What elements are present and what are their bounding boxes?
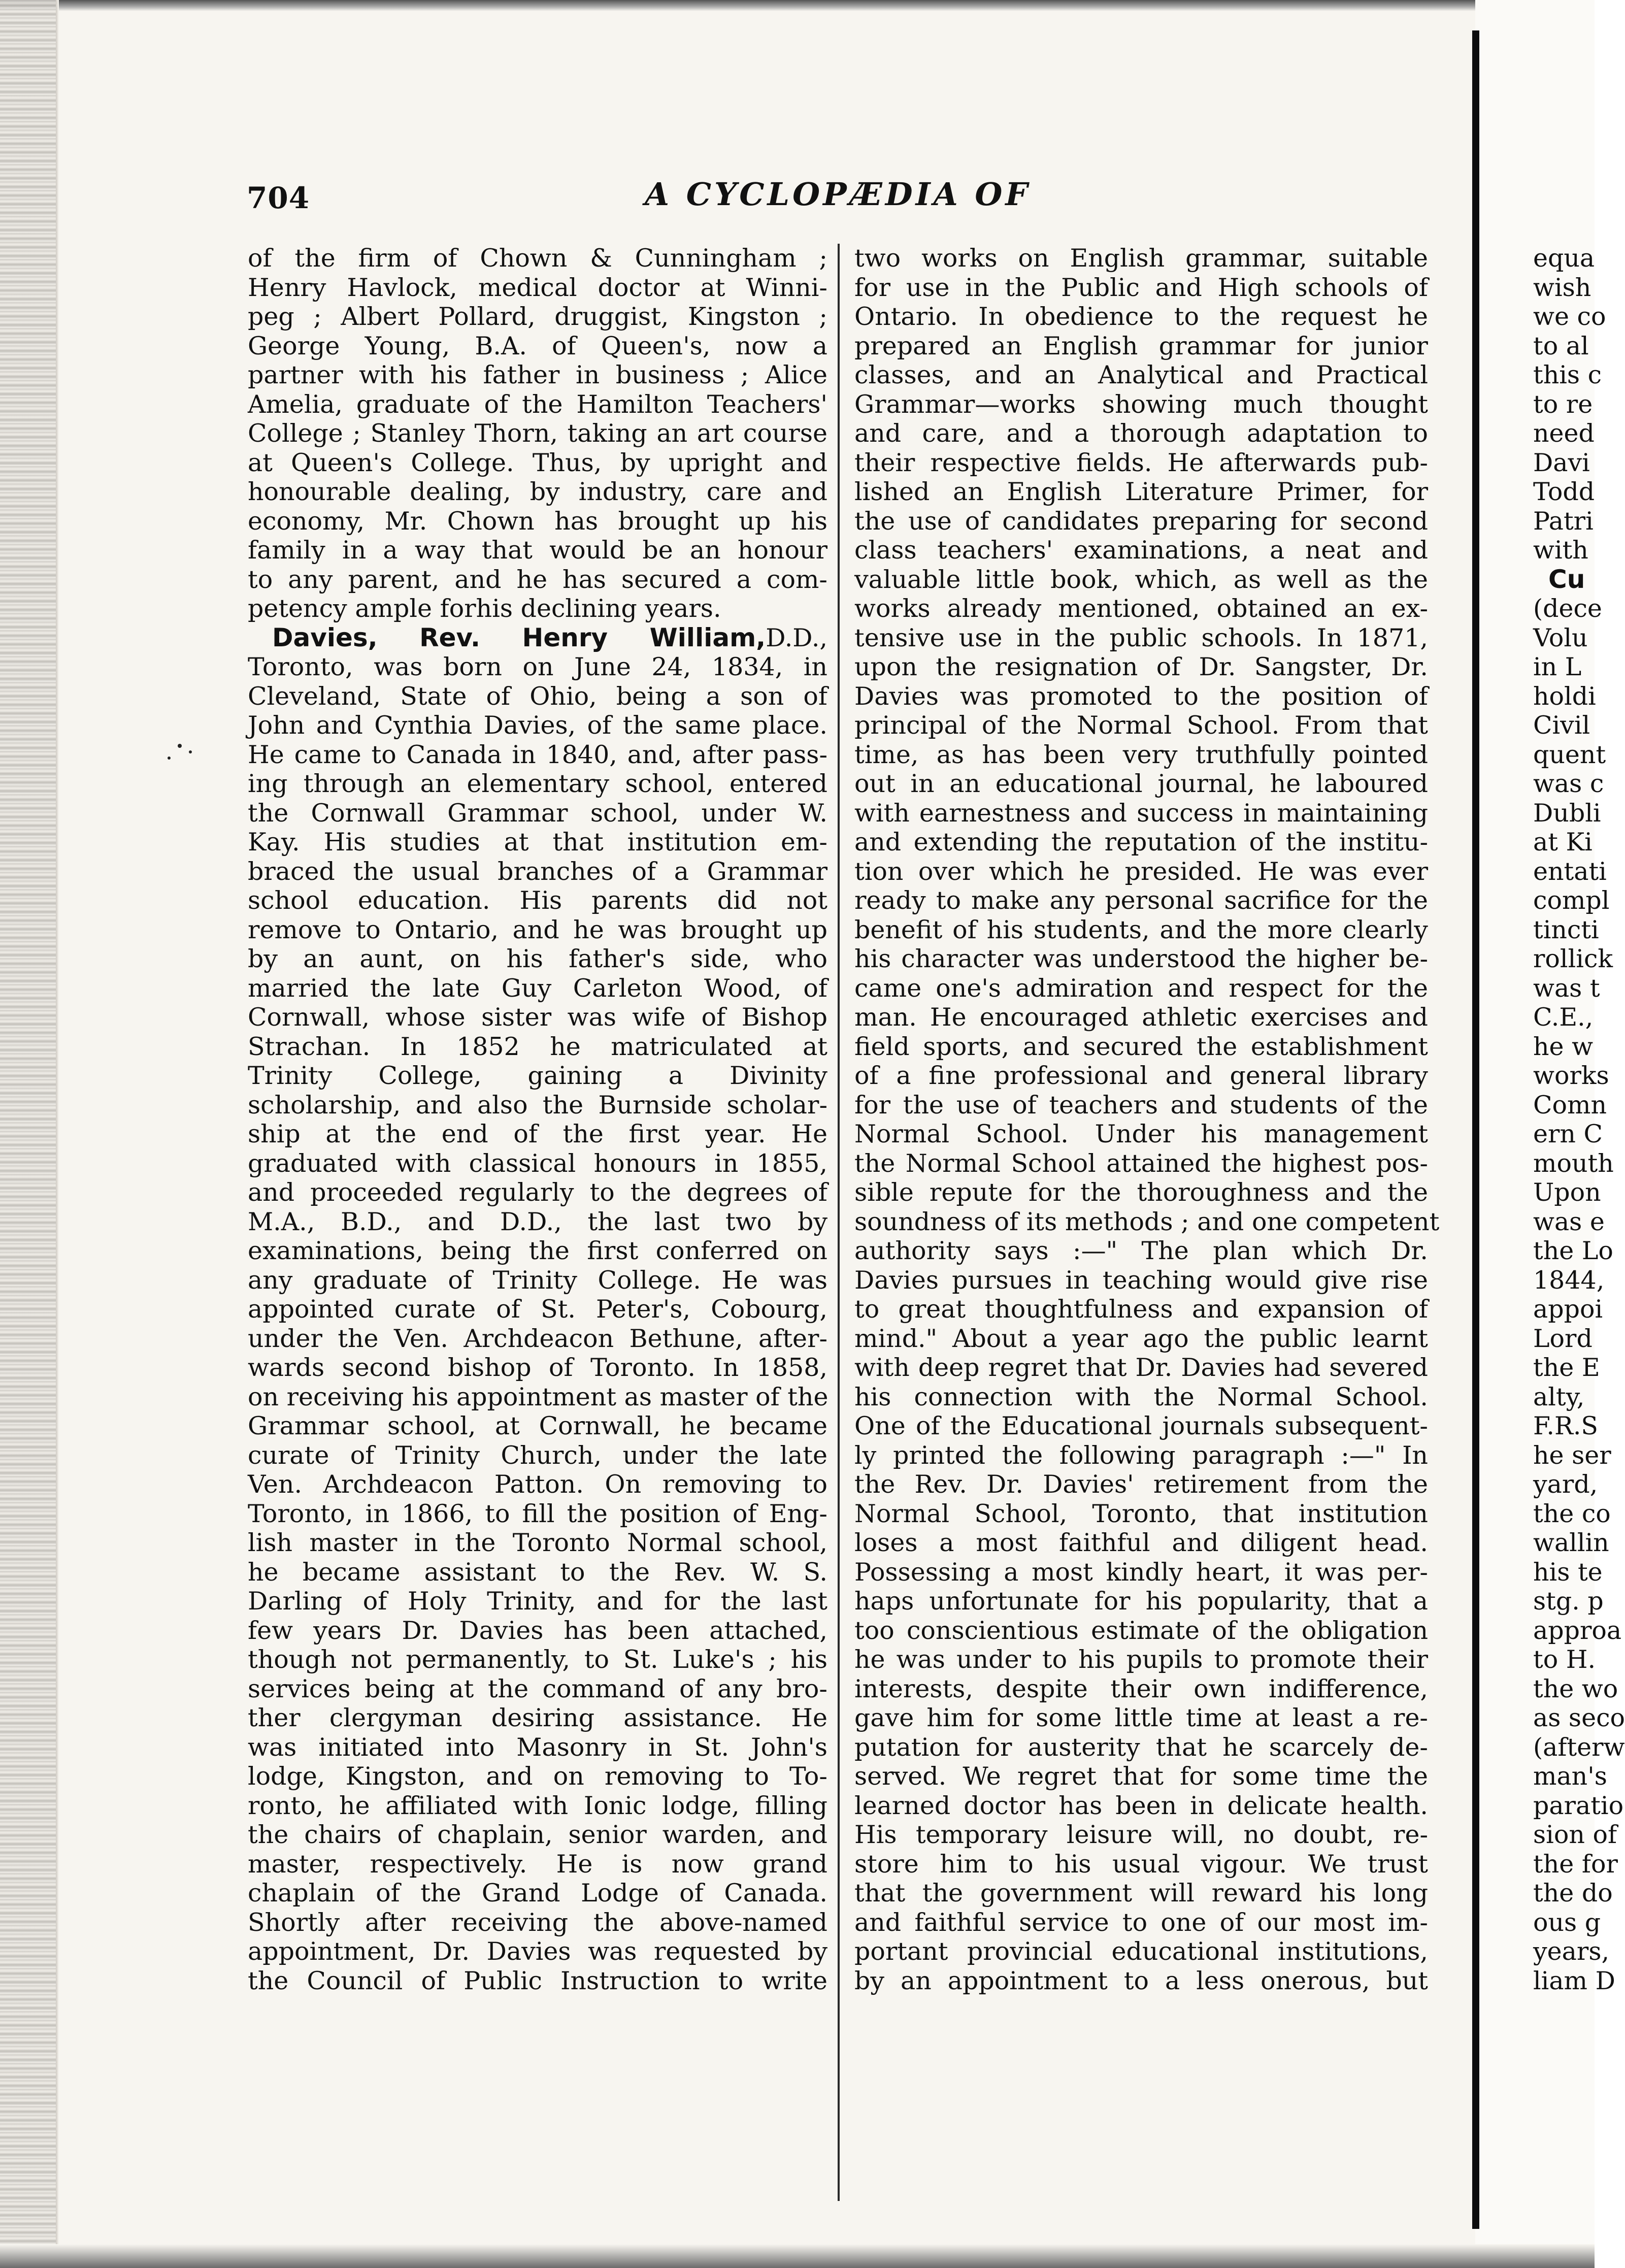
- text-line: married the late Guy Carleton Wood, of: [248, 973, 827, 1003]
- text-line: benefit of his students, and the more clearly: [854, 915, 1428, 944]
- text-line: He came to Canada in 1840, and, after pass-: [248, 740, 827, 769]
- text-line: store him to his usual vigour. We trust: [854, 1849, 1428, 1879]
- text-line: and faithful service to one of our most im-: [854, 1908, 1428, 1937]
- facing-text-line: Dubli: [1533, 798, 1601, 828]
- text-line: Grammar—works showing much thought: [854, 389, 1428, 419]
- text-line: with earnestness and success in maintaining: [854, 798, 1428, 828]
- entry-degree: D.D.,: [766, 623, 827, 652]
- facing-text-line: the E: [1533, 1353, 1600, 1382]
- text-line: served. We regret that for some time the: [854, 1762, 1428, 1791]
- text-line: ther clergyman desiring assistance. He: [248, 1703, 827, 1732]
- facing-page-edge: [1472, 30, 1479, 2229]
- text-line: loses a most faithful and diligent head.: [854, 1528, 1428, 1557]
- text-line: the Council of Public Instruction to write: [248, 1966, 827, 1995]
- text-line: ronto, he affiliated with Ionic lodge, filling: [248, 1791, 827, 1820]
- facing-text-line: Upon: [1533, 1178, 1601, 1207]
- text-line: of the firm of Chown & Cunningham ;: [248, 244, 827, 273]
- text-line: lodge, Kingston, and on removing to To-: [248, 1762, 827, 1791]
- facing-text-line: man's: [1533, 1762, 1607, 1791]
- facing-text-line: as seco: [1533, 1703, 1625, 1732]
- text-line: lish master in the Toronto Normal school,: [248, 1528, 827, 1557]
- facing-text-line: quent: [1533, 740, 1606, 769]
- facing-text-line: paratio: [1533, 1791, 1624, 1820]
- text-line: with deep regret that Dr. Davies had severed: [854, 1353, 1428, 1382]
- scan-binding-shadow: [56, 0, 59, 2268]
- text-line: Davies was promoted to the position of: [854, 681, 1428, 711]
- scan-bottom-edge: [0, 2244, 1595, 2268]
- text-column-left: [248, 244, 827, 1995]
- text-line: examinations, being the first conferred on: [248, 1236, 827, 1265]
- text-line: on receiving his appointment as master of the: [248, 1382, 828, 1411]
- facing-text-line: the do: [1533, 1879, 1613, 1908]
- running-head: A CYCLOPÆDIA OF: [645, 176, 1031, 213]
- entry-name: Davies, Rev. Henry William,: [272, 622, 766, 652]
- text-line: sible repute for the thoroughness and the: [854, 1178, 1428, 1207]
- facing-text-line: years,: [1533, 1937, 1610, 1966]
- facing-text-line: to re: [1533, 389, 1593, 419]
- text-line: the chairs of chaplain, senior warden, and: [248, 1820, 827, 1849]
- facing-text-line: Todd: [1533, 477, 1595, 506]
- facing-text-line: Civil: [1533, 711, 1590, 740]
- facing-text-line: he ser: [1533, 1440, 1611, 1470]
- facing-text-line: the Lo: [1533, 1236, 1613, 1265]
- facing-text-line: Patri: [1533, 506, 1594, 536]
- text-line: ship at the end of the first year. He: [248, 1120, 827, 1148]
- facing-text-line: equa: [1533, 244, 1595, 273]
- facing-text-line: the co: [1533, 1499, 1611, 1528]
- scan-binding-edge: [0, 0, 56, 2268]
- text-line: Ontario. In obedience to the request he: [854, 302, 1428, 331]
- text-line: peg ; Albert Pollard, druggist, Kingston ;: [248, 302, 827, 331]
- facing-text-line: appoi: [1533, 1295, 1603, 1324]
- text-line: wards second bishop of Toronto. In 1858,: [248, 1353, 827, 1382]
- text-line: of a fine professional and general library: [854, 1061, 1428, 1090]
- text-line: though not permanently, to St. Luke's ; his: [248, 1645, 827, 1674]
- page-number: 704: [247, 181, 310, 215]
- facing-text-line: yard,: [1533, 1470, 1598, 1499]
- facing-text-line: works: [1533, 1061, 1609, 1090]
- text-line: the Rev. Dr. Davies' retirement from the: [854, 1470, 1428, 1499]
- text-line: out in an educational journal, he laboured: [854, 769, 1428, 798]
- facing-text-line: F.R.S: [1533, 1411, 1598, 1440]
- text-line: Amelia, graduate of the Hamilton Teachers': [248, 389, 827, 419]
- text-line: Cleveland, State of Ohio, being a son of: [248, 681, 827, 711]
- text-line: M.A., B.D., and D.D., the last two by: [248, 1207, 827, 1236]
- text-line: John and Cynthia Davies, of the same place.: [248, 711, 827, 740]
- facing-text-line: at Ki: [1533, 828, 1593, 857]
- facing-page-text-fragment: [1533, 244, 1625, 1995]
- text-line: any graduate of Trinity College. He was: [248, 1265, 827, 1295]
- text-line: works already mentioned, obtained an ex-: [854, 594, 1428, 623]
- text-line: man. He encouraged athletic exercises and: [854, 1003, 1428, 1032]
- text-line: by an aunt, on his father's side, who: [248, 944, 827, 973]
- text-line: was initiated into Masonry in St. John's: [248, 1732, 827, 1762]
- text-line: services being at the command of any bro-: [248, 1674, 827, 1703]
- text-column-right: [854, 244, 1440, 1995]
- text-line: Strachan. In 1852 he matriculated at: [248, 1032, 827, 1061]
- facing-text-line: stg. p: [1533, 1587, 1604, 1616]
- facing-text-line: mouth: [1533, 1148, 1614, 1178]
- text-line: Toronto, in 1866, to fill the position of Eng-: [248, 1499, 827, 1528]
- text-line: Shortly after receiving the above-named: [248, 1908, 827, 1937]
- text-line: Kay. His studies at that institution em-: [248, 828, 827, 857]
- text-line: curate of Trinity Church, under the late: [248, 1440, 827, 1470]
- text-line: gave him for some little time at least a re-: [854, 1703, 1428, 1732]
- text-line: One of the Educational journals subsequent-: [854, 1411, 1428, 1440]
- facing-text-line: the for: [1533, 1849, 1618, 1879]
- text-line: two works on English grammar, suitable: [854, 244, 1428, 273]
- text-line: appointed curate of St. Peter's, Cobourg,: [248, 1295, 827, 1324]
- facing-text-line: (afterw: [1533, 1732, 1625, 1762]
- text-line: principal of the Normal School. From that: [854, 711, 1428, 740]
- text-line: Ven. Archdeacon Patton. On removing to: [248, 1470, 827, 1499]
- facing-text-line: was c: [1533, 769, 1604, 798]
- text-line: to any parent, and he has secured a com-: [248, 565, 827, 594]
- text-line: ly printed the following paragraph :—" In: [854, 1440, 1428, 1470]
- text-line: putation for austerity that he scarcely de-: [854, 1732, 1428, 1762]
- text-line: ing through an elementary school, entered: [248, 769, 827, 798]
- text-line: His temporary leisure will, no doubt, re-: [854, 1820, 1428, 1849]
- text-line: he became assistant to the Rev. W. S.: [248, 1557, 827, 1587]
- text-line: Darling of Holy Trinity, and for the last: [248, 1587, 827, 1616]
- text-line: Toronto, was born on June 24, 1834, in: [248, 652, 827, 681]
- facing-text-line: Volu: [1533, 623, 1588, 652]
- facing-text-line: tincti: [1533, 915, 1599, 944]
- facing-text-line: ous g: [1533, 1908, 1601, 1937]
- text-line: authority says :—" The plan which Dr.: [854, 1236, 1428, 1265]
- text-line: mind." About a year ago the public learnt: [854, 1324, 1428, 1353]
- text-line: College ; Stanley Thorn, taking an art course: [248, 419, 827, 448]
- text-line: came one's admiration and respect for the: [854, 973, 1428, 1003]
- text-line: and extending the reputation of the institu-: [854, 828, 1428, 857]
- text-line: the use of candidates preparing for second: [854, 506, 1428, 536]
- text-line: school education. His parents did not: [248, 886, 827, 915]
- facing-text-line: approa: [1533, 1616, 1622, 1645]
- facing-text-line: the wo: [1533, 1674, 1618, 1703]
- facing-text-line: 1844,: [1533, 1265, 1605, 1295]
- text-line: time, as has been very truthfully pointed: [854, 740, 1428, 769]
- text-line: Normal School, Toronto, that institution: [854, 1499, 1428, 1528]
- text-line: few years Dr. Davies has been attached,: [248, 1616, 827, 1645]
- facing-text-line: his te: [1533, 1557, 1603, 1587]
- text-line: petency ample forhis declining years.: [248, 594, 721, 623]
- text-line: to great thoughtfulness and expansion of: [854, 1295, 1428, 1324]
- text-line: chaplain of the Grand Lodge of Canada.: [248, 1879, 827, 1908]
- facing-text-line: was e: [1533, 1207, 1605, 1236]
- text-line: honourable dealing, by industry, care and: [248, 477, 827, 506]
- text-line: his connection with the Normal School.: [854, 1382, 1428, 1411]
- text-line: by an appointment to a less onerous, but: [854, 1966, 1428, 1995]
- text-line: class teachers' examinations, a neat and: [854, 536, 1428, 565]
- text-line: he was under to his pupils to promote their: [854, 1645, 1428, 1674]
- text-line: portant provincial educational institutions,: [854, 1937, 1428, 1966]
- facing-text-line: Comn: [1533, 1090, 1607, 1120]
- facing-text-line: Cu: [1548, 564, 1585, 594]
- text-line: master, respectively. He is now grand: [248, 1849, 827, 1879]
- text-line: haps unfortunate for his popularity, that a: [854, 1587, 1428, 1616]
- facing-text-line: ern C: [1533, 1120, 1603, 1148]
- facing-text-line: Davi: [1533, 448, 1590, 477]
- facing-text-line: compl: [1533, 886, 1610, 915]
- text-line: Henry Havlock, medical doctor at Winni-: [248, 273, 827, 302]
- text-line: braced the usual branches of a Grammar: [248, 857, 827, 886]
- facing-text-line: Lord: [1533, 1324, 1593, 1353]
- facing-text-line: to H.: [1533, 1645, 1596, 1674]
- scan-top-edge: [0, 0, 1595, 11]
- text-line: and proceeded regularly to the degrees of: [248, 1178, 827, 1207]
- text-line: Possessing a most kindly heart, it was per-: [854, 1557, 1428, 1587]
- text-line: valuable little book, which, as well as the: [854, 565, 1428, 594]
- text-line: their respective fields. He afterwards pub-: [854, 448, 1428, 477]
- text-line: soundness of its methods ; and one competent: [854, 1207, 1440, 1236]
- text-line: graduated with classical honours in 1855,: [248, 1148, 827, 1178]
- ink-speck: [168, 757, 171, 760]
- text-line: lished an English Literature Primer, for: [854, 477, 1428, 506]
- ink-speck: [189, 750, 192, 753]
- facing-text-line: to al: [1533, 331, 1589, 360]
- text-line: the Cornwall Grammar school, under W.: [248, 798, 827, 828]
- text-line: for the use of teachers and students of the: [854, 1090, 1428, 1120]
- facing-text-line: entati: [1533, 857, 1607, 886]
- text-line: tion over which he presided. He was ever: [854, 857, 1428, 886]
- text-line: too conscientious estimate of the obligation: [854, 1616, 1428, 1645]
- facing-text-line: sion of: [1533, 1820, 1617, 1849]
- text-line: classes, and an Analytical and Practical: [854, 360, 1428, 389]
- text-line: interests, despite their own indifference,: [854, 1674, 1428, 1703]
- text-line: ready to make any personal sacrifice for the: [854, 886, 1428, 915]
- facing-text-line: rollick: [1533, 944, 1613, 973]
- text-line: scholarship, and also the Burnside scholar-: [248, 1090, 827, 1120]
- text-line: for use in the Public and High schools of: [854, 273, 1428, 302]
- facing-text-line: this c: [1533, 360, 1602, 389]
- text-line: at Queen's College. Thus, by upright and: [248, 448, 827, 477]
- text-line: Davies pursues in teaching would give rise: [854, 1265, 1428, 1295]
- facing-text-line: (dece: [1533, 594, 1602, 623]
- text-line: his character was understood the higher be-: [854, 944, 1428, 973]
- text-line: the Normal School attained the highest pos-: [854, 1148, 1428, 1178]
- facing-text-line: was t: [1533, 973, 1600, 1003]
- facing-text-line: in L: [1533, 652, 1582, 681]
- text-line: Grammar school, at Cornwall, he became: [248, 1411, 827, 1440]
- ink-speck: [178, 744, 182, 748]
- text-line: prepared an English grammar for junior: [854, 331, 1428, 360]
- facing-text-line: alty,: [1533, 1382, 1585, 1411]
- text-line: that the government will reward his long: [854, 1879, 1428, 1908]
- text-line: upon the resignation of Dr. Sangster, Dr.: [854, 652, 1428, 681]
- column-rule: [838, 244, 840, 2201]
- text-line: field sports, and secured the establishment: [854, 1032, 1428, 1061]
- facing-text-line: liam D: [1533, 1966, 1615, 1995]
- facing-text-line: wallin: [1533, 1528, 1609, 1557]
- text-line: learned doctor has been in delicate health.: [854, 1791, 1428, 1820]
- facing-text-line: wish: [1533, 273, 1591, 302]
- facing-text-line: holdi: [1533, 681, 1596, 711]
- text-line: appointment, Dr. Davies was requested by: [248, 1937, 827, 1966]
- entry-heading: [248, 623, 827, 653]
- text-line: George Young, B.A. of Queen's, now a: [248, 331, 827, 360]
- text-line: remove to Ontario, and he was brought up: [248, 915, 827, 944]
- text-line: family in a way that would be an honour: [248, 536, 827, 565]
- facing-text-line: need: [1533, 419, 1595, 448]
- facing-text-line: we co: [1533, 302, 1606, 331]
- text-line: economy, Mr. Chown has brought up his: [248, 506, 827, 536]
- facing-text-line: he w: [1533, 1032, 1594, 1061]
- text-line: Cornwall, whose sister was wife of Bishop: [248, 1003, 827, 1032]
- text-line: partner with his father in business ; Alice: [248, 360, 827, 389]
- text-line: Normal School. Under his management: [854, 1120, 1428, 1148]
- text-line: Trinity College, gaining a Divinity: [248, 1061, 827, 1090]
- text-line: under the Ven. Archdeacon Bethune, after-: [248, 1324, 827, 1353]
- facing-text-line: with: [1533, 536, 1588, 565]
- text-line: tensive use in the public schools. In 1871,: [854, 623, 1428, 652]
- facing-text-line: C.E.,: [1533, 1003, 1594, 1032]
- text-line: and care, and a thorough adaptation to: [854, 419, 1428, 448]
